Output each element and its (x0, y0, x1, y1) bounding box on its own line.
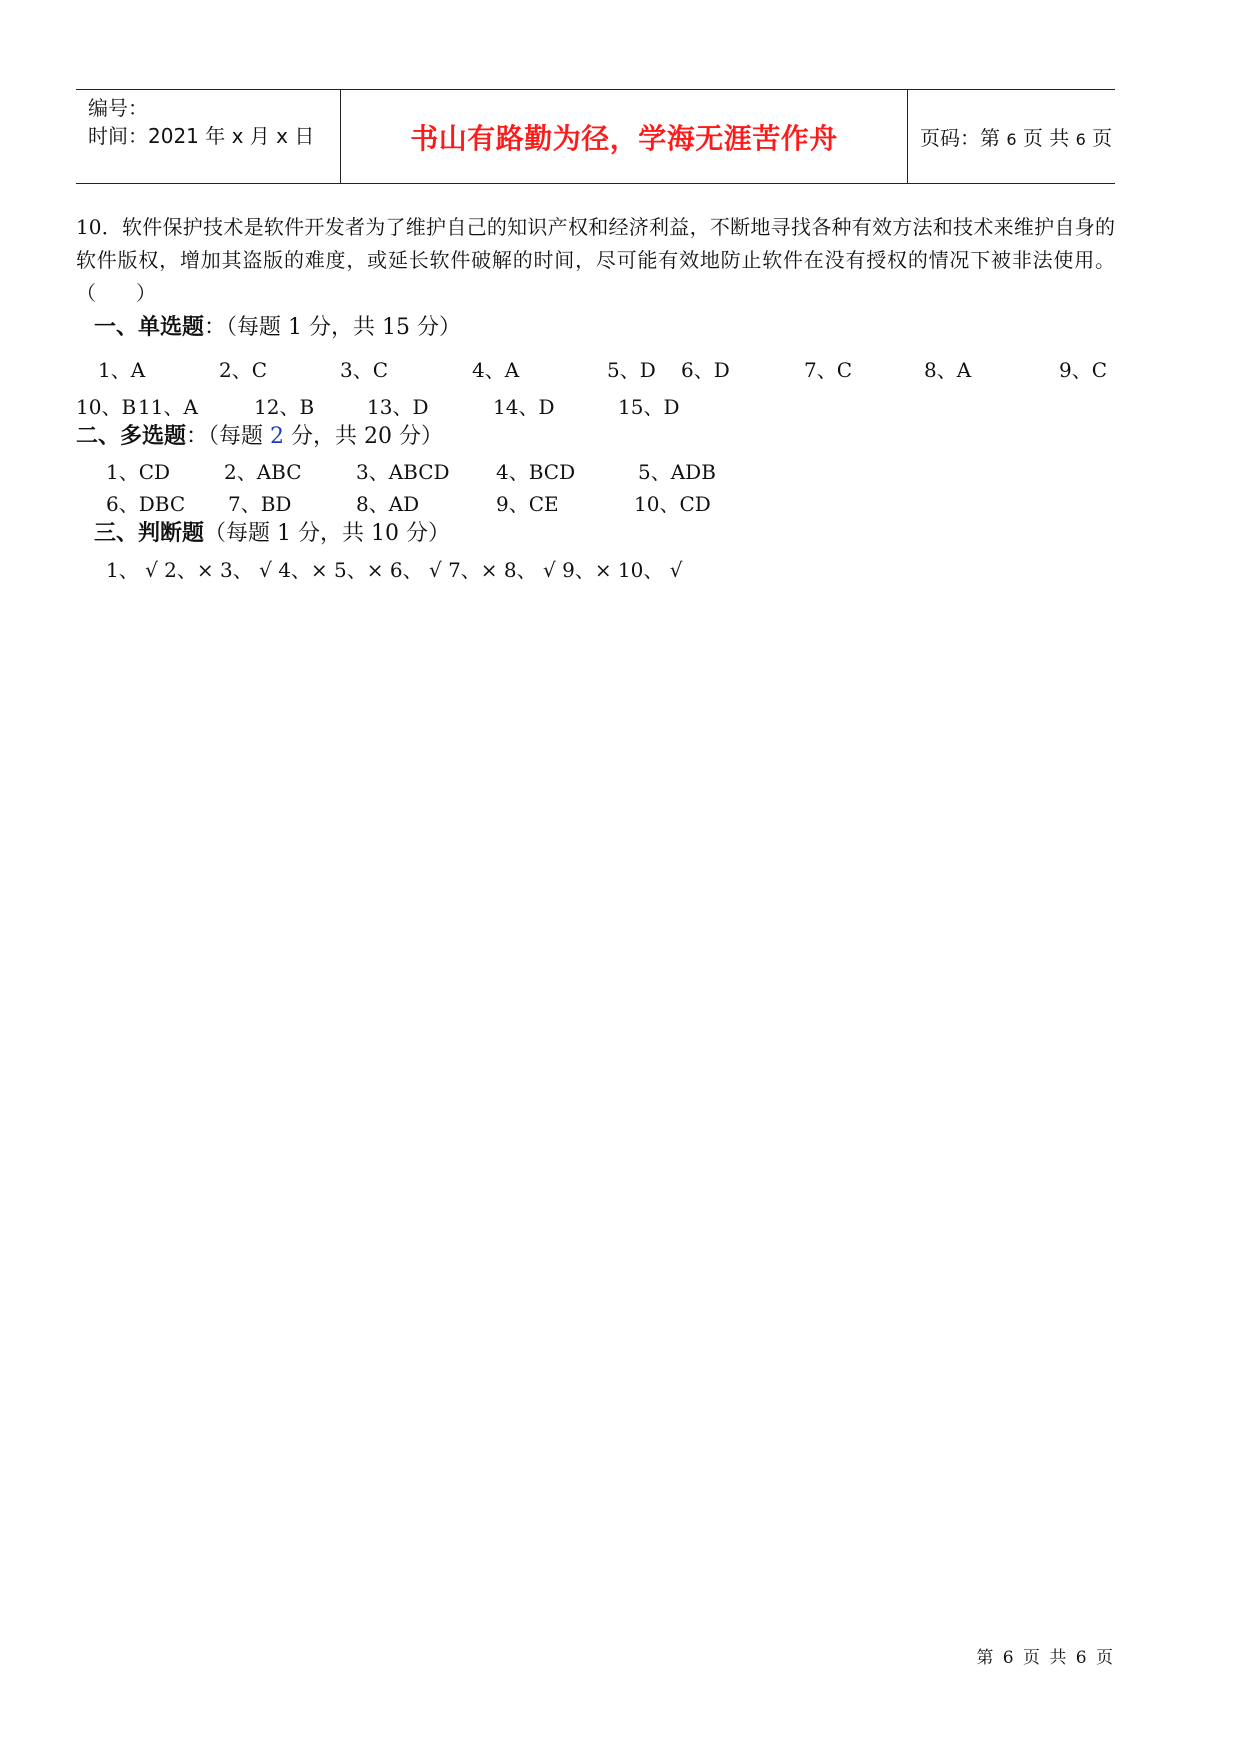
section-single-choice-note: ：（每题 1 分，共 15 分） (204, 315, 461, 340)
answer-item: 2、ABC (224, 460, 302, 484)
answer-item: 4、BCD (496, 460, 576, 484)
answer-item: 3、C (340, 358, 389, 382)
answer-item: 4、A (472, 358, 520, 382)
answer-item: 8、AD (356, 492, 420, 516)
answer-item: 5、ADB (638, 460, 716, 484)
section-multi-choice-note-num: 2 (270, 424, 285, 449)
page-prefix: 页码：第 (920, 126, 1000, 150)
section-single-choice-heading (94, 310, 461, 341)
true-false-answers: 1、 √ 2、× 3、 √ 4、× 5、× 6、 √ 7、× 8、 √ 9、× 10、 √ (106, 558, 683, 582)
page-mid: 页 共 (1022, 126, 1070, 150)
answer-item: 2、C (219, 358, 268, 382)
answer-item: 9、CE (496, 492, 559, 516)
answer-item: 14、D (493, 395, 555, 419)
page-header (76, 89, 1115, 184)
answer-item: 6、D (681, 358, 730, 382)
page-total: 6 (1075, 130, 1086, 149)
page-footer: 第 6 页 共 6 页 (976, 1648, 1115, 1668)
answer-item: 12、B (254, 395, 315, 419)
answer-item: 1、A (98, 358, 146, 382)
section-multi-choice-note-pre: ：（每题 (186, 424, 271, 449)
page-suffix: 页 (1092, 126, 1113, 150)
page-current: 6 (1006, 130, 1017, 149)
answer-item: 9、C (1059, 358, 1108, 382)
section-single-choice-title: 一、单选题 (94, 315, 205, 340)
page-indicator (920, 122, 1112, 151)
section-multi-choice-note-post: 分，共 20 分） (284, 424, 443, 449)
answer-item: 3、ABCD (356, 460, 450, 484)
answer-item: 5、D (607, 358, 656, 382)
answer-item: 15、D (618, 395, 680, 419)
section-true-false-heading (94, 516, 450, 547)
answer-item: 6、DBC (106, 492, 186, 516)
answer-item: 1、CD (106, 460, 171, 484)
section-multi-choice-heading (76, 419, 443, 450)
answer-item: 10、CD (634, 492, 711, 516)
answer-item: 7、BD (228, 492, 292, 516)
header-page-cell (908, 90, 1115, 183)
time-label: 时间：2021 年 x 月 x 日 (88, 124, 315, 148)
answer-item: 8、A (924, 358, 972, 382)
answer-item: 13、D (367, 395, 429, 419)
section-true-false-note: （每题 1 分，共 10 分） (204, 521, 450, 546)
motto: 书山有路勤为径，学海无涯苦作舟 (410, 121, 838, 155)
number-label: 编号： (88, 96, 148, 120)
section-multi-choice-title: 二、多选题 (76, 424, 187, 449)
answer-item: 11、A (138, 395, 198, 419)
answer-item: 7、C (804, 358, 853, 382)
header-left-cell (76, 90, 341, 183)
question-10: 10．软件保护技术是软件开发者为了维护自己的知识产权和经济利益，不断地寻找各种有效方法和技术来维护自身的软件版权，增加其盗版的难度，或延长软件破解的时间，尽可能有效地防止软件在没有授权的情况下被非法使用。（ ） (76, 215, 1115, 305)
section-true-false-title: 三、判断题 (94, 521, 205, 546)
header-motto-cell (341, 90, 908, 183)
answer-item: 10、B (76, 395, 137, 419)
